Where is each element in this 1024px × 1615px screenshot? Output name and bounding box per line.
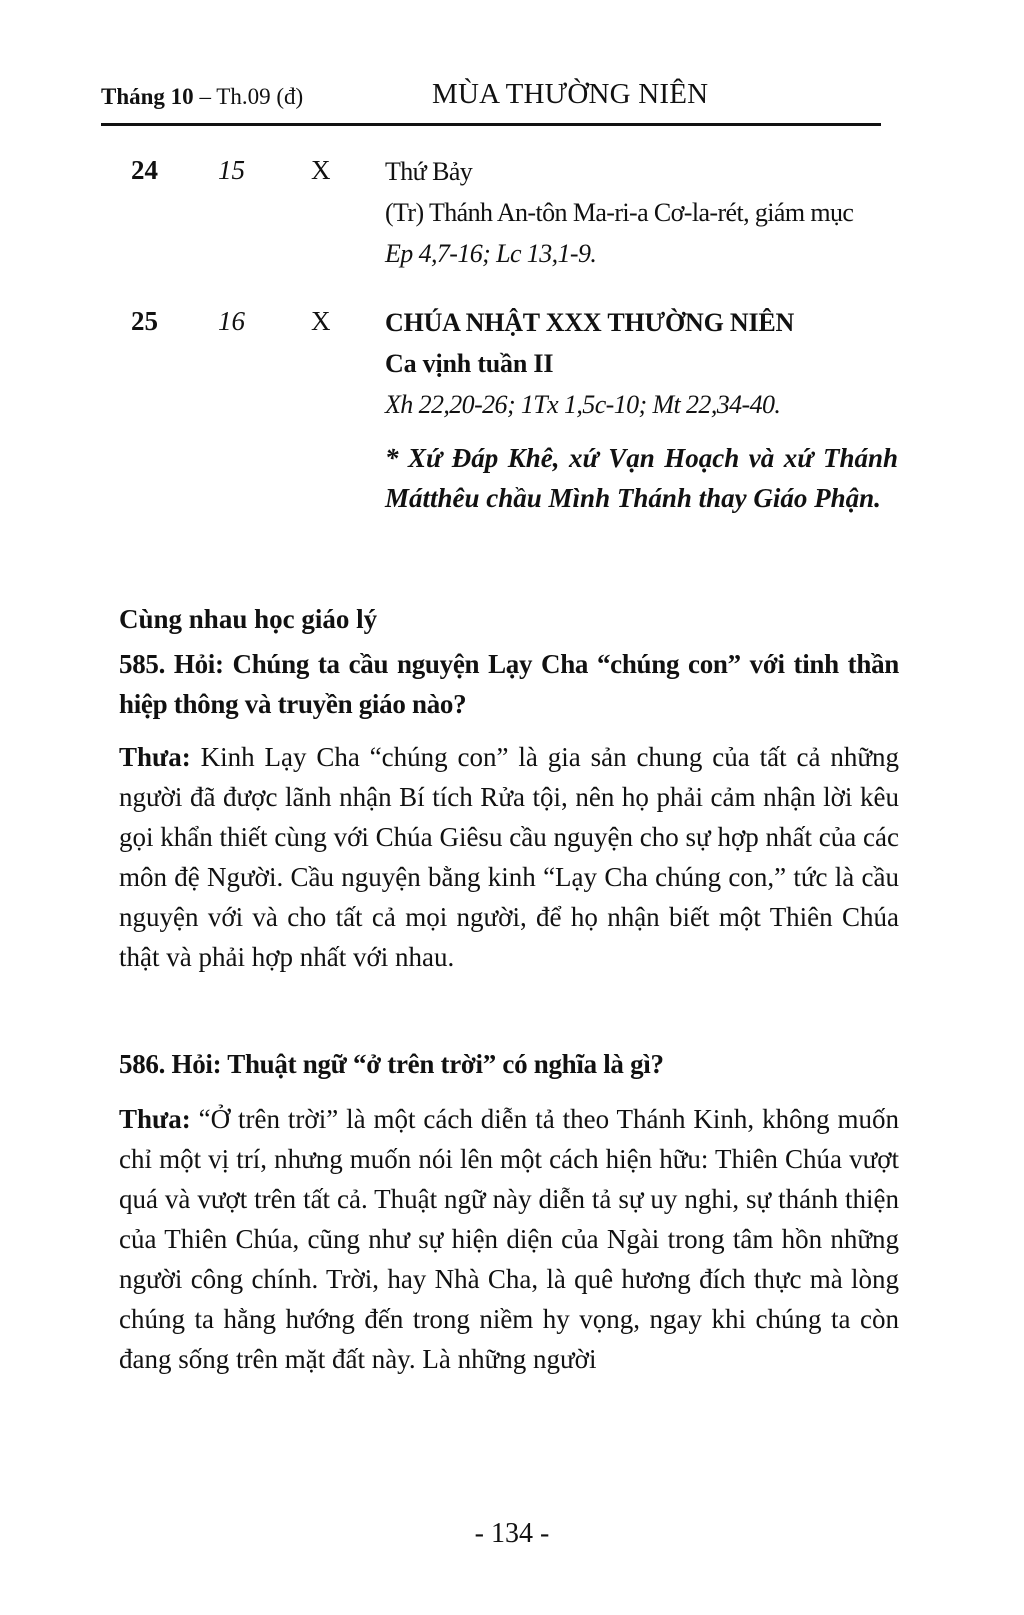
catechism-question: 585. Hỏi: Chúng ta cầu nguyện Lạy Cha “chúng con” với tinh thần hiệp thông và truyền giáo nào? xyxy=(119,649,899,719)
entry-lunar-day: 15 xyxy=(218,155,245,185)
header-divider xyxy=(101,123,881,126)
catechism-answer xyxy=(119,1099,899,1379)
running-header-title: MÙA THƯỜNG NIÊN xyxy=(432,78,709,110)
catechism-question: 586. Hỏi: Thuật ngữ “ở trên trời” có nghĩa là gì? xyxy=(119,1049,664,1079)
answer-label: Thưa: xyxy=(119,742,191,772)
entry-lunar-day: 16 xyxy=(218,306,245,336)
entry-day: 25 xyxy=(131,306,158,336)
entry-liturgical-color: X xyxy=(311,306,331,336)
catechism-answer xyxy=(119,737,899,977)
header-month-range: – Th.09 (đ) xyxy=(193,84,304,109)
entry-weekday: Thứ Bảy xyxy=(385,157,473,186)
entry-celebration: (Tr) Thánh An-tôn Ma-ri-a Cơ-la-rét, giám mục xyxy=(385,198,854,227)
entry-psalter: Ca vịnh tuần II xyxy=(385,349,554,378)
entry-readings: Xh 22,20-26; 1Tx 1,5c-10; Mt 22,34-40. xyxy=(385,390,781,419)
header-month-label: Tháng 10 xyxy=(101,84,194,109)
entry-liturgical-color: X xyxy=(311,155,331,185)
entry-readings: Ep 4,7-16; Lc 13,1-9. xyxy=(385,239,597,268)
entry-body xyxy=(385,151,905,274)
answer-text: Kinh Lạy Cha “chúng con” là gia sản chung của tất cả những người đã được lãnh nhận Bí tích Rửa tội, nên họ phải cảm nhận lời kêu gọi khẩn thiết cùng với Chúa Giêsu cầu nguyện cho sự hợp nhất của các môn đệ Người. Cầu nguyện bằng kinh “Lạy Cha chúng con,” tức là cầu nguyện với và cho tất cả mọi người, để họ nhận biết một Thiên Chúa thật và phải hợp nhất với nhau. xyxy=(119,742,899,972)
entry-note: * Xứ Đáp Khê, xứ Vạn Hoạch và xứ Thánh Mátthêu chầu Mình Thánh thay Giáo Phận. xyxy=(385,443,898,513)
running-header-month xyxy=(101,84,303,110)
entry-body xyxy=(385,302,905,425)
section-heading: Cùng nhau học giáo lý xyxy=(119,604,378,634)
entry-day: 24 xyxy=(131,155,158,185)
page-number: - 134 - xyxy=(474,1518,550,1549)
answer-label: Thưa: xyxy=(119,1104,191,1134)
answer-text: “Ở trên trời” là một cách diễn tả theo Thánh Kinh, không muốn chỉ một vị trí, nhưng muốn nói lên một cách hiện hữu: Thiên Chúa vượt quá và vượt trên tất cả. Thuật ngữ này diễn tả sự uy nghi, sự thánh thiện của Thiên Chúa, cũng như sự hiện diện của Ngài trong tâm hồn những người công chính. Trời, hay Nhà Cha, là quê hương đích thực mà lòng chúng ta hằng hướng đến trong niềm hy vọng, ngay khi chúng ta còn đang sống trên mặt đất này. Là những người xyxy=(119,1104,899,1374)
entry-title: CHÚA NHẬT XXX THƯỜNG NIÊN xyxy=(385,308,795,337)
